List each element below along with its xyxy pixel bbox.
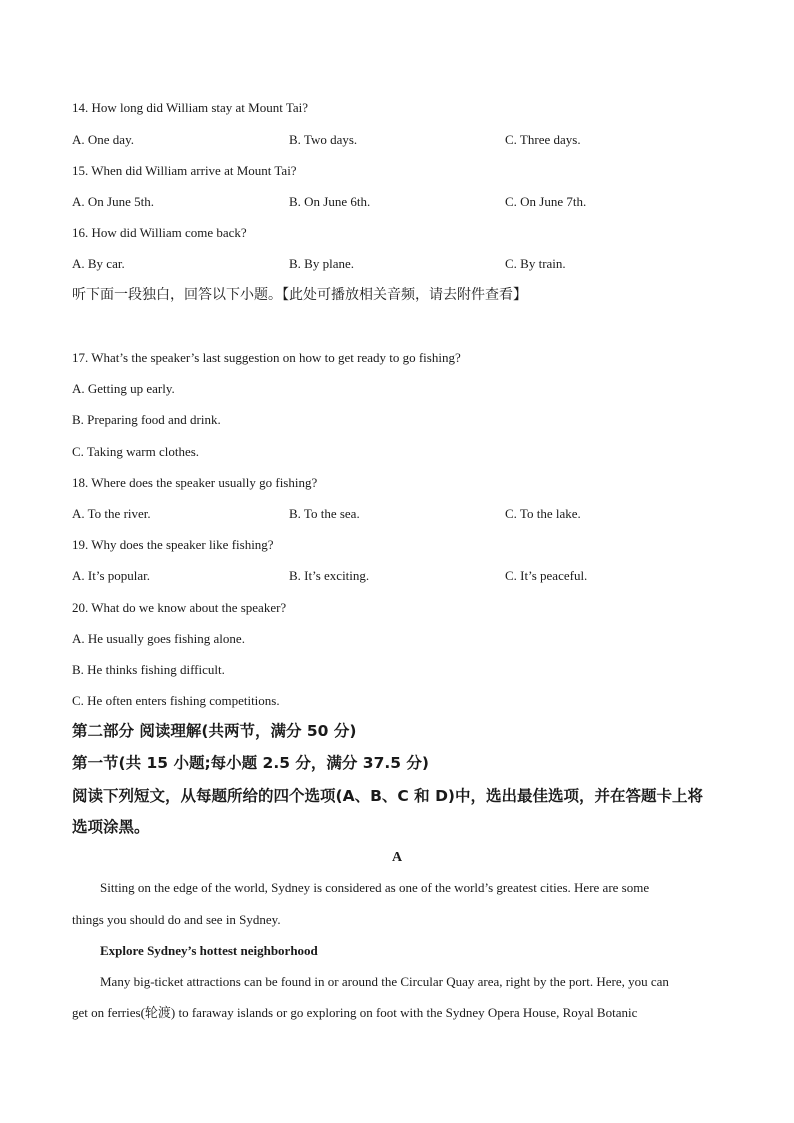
q20-option-b: B. He thinks fishing difficult.: [72, 662, 225, 677]
subheading: Explore Sydney’s hottest neighborhood: [100, 943, 318, 958]
q16-option-a: A. By car.: [72, 256, 125, 271]
q15-option-c: C. On June 7th.: [505, 194, 587, 209]
q19-option-c: C. It’s peaceful.: [505, 568, 588, 583]
q17-option-b: B. Preparing food and drink.: [72, 412, 221, 427]
q14-option-b: B. Two days.: [289, 132, 358, 147]
q15-option-a: A. On June 5th.: [72, 194, 154, 209]
q14-option-c: C. Three days.: [505, 132, 581, 147]
q16-option-b: B. By plane.: [289, 256, 354, 271]
section-title: 第一节(共 15 小题;每小题 2.5 分，满分 37.5 分): [72, 754, 430, 772]
question-17: 17. What’s the speaker’s last suggestion on how to get ready to go fishing?: [72, 350, 461, 365]
q15-option-b: B. On June 6th.: [289, 194, 371, 209]
q20-option-a: A. He usually goes fishing alone.: [72, 631, 245, 646]
question-20: 20. What do we know about the speaker?: [72, 600, 287, 615]
question-15: 15. When did William arrive at Mount Tai?: [72, 163, 297, 178]
question-16: 16. How did William come back?: [72, 225, 247, 240]
q18-option-a: A. To the river.: [72, 506, 151, 521]
directions-line-1: 阅读下列短文，从每题所给的四个选项(A、B、C 和 D)中，选出最佳选项，并在答题卡上将: [72, 787, 704, 805]
paragraph-1-line-1: Sitting on the edge of the world, Sydney is considered as one of the world’s greatest cities. Here are some: [100, 880, 650, 895]
paragraph-2-line-2: get on ferries(轮渡) to faraway islands or go exploring on foot with the Sydney Opera House, Royal Botanic: [72, 1005, 638, 1020]
q18-option-b: B. To the sea.: [289, 506, 360, 521]
q17-option-a: A. Getting up early.: [72, 381, 175, 396]
question-14: 14. How long did William stay at Mount Tai?: [72, 100, 309, 115]
q19-option-b: B. It’s exciting.: [289, 568, 370, 583]
q18-option-c: C. To the lake.: [505, 506, 581, 521]
paragraph-1-line-2: things you should do and see in Sydney.: [72, 912, 281, 927]
passage-label: A: [391, 850, 403, 865]
part-title: 第二部分 阅读理解(共两节，满分 50 分): [72, 722, 357, 740]
listening-instruction: 听下面一段独白，回答以下小题。【此处可播放相关音频，请去附件查看】: [72, 287, 527, 303]
paragraph-2-line-1: Many big-ticket attractions can be found in or around the Circular Quay area, right by the port. Here, you can: [100, 974, 669, 989]
directions-line-2: 选项涂黑。: [72, 818, 150, 836]
q16-option-c: C. By train.: [505, 256, 566, 271]
q17-option-c: C. Taking warm clothes.: [72, 444, 200, 459]
question-18: 18. Where does the speaker usually go fishing?: [72, 475, 318, 490]
q20-option-c: C. He often enters fishing competitions.: [72, 693, 280, 708]
question-19: 19. Why does the speaker like fishing?: [72, 537, 274, 552]
q19-option-a: A. It’s popular.: [72, 568, 150, 583]
q14-option-a: A. One day.: [72, 132, 134, 147]
